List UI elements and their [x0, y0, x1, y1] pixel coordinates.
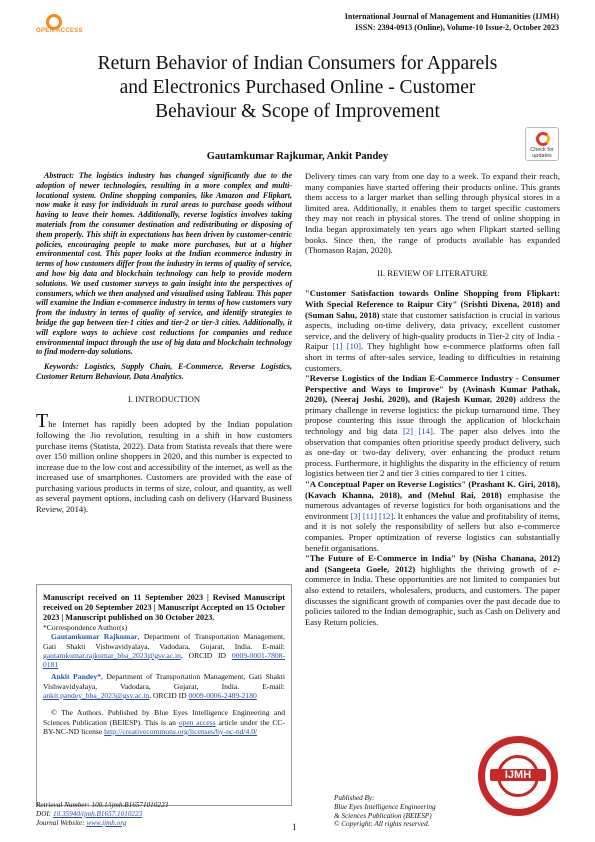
- literature-paragraph-2: [305, 373, 560, 479]
- lit4-text: highlights the thriving growth of e-commerce in India. These opportunities are not limited to companies but also extend to retailers, wholesalers, products, and customers. The paper discusses the significant growth of companies over the past decade due to policies tailored to the Indian demographic, such as Cash on Delivery and Easy Return policies.: [305, 563, 560, 627]
- retrieval-number: Retrieval Number: 100.1/ijmh.B16571010223: [36, 801, 169, 809]
- author1-orcid-label: , ORCID ID: [180, 650, 227, 660]
- journal-header: [345, 12, 559, 33]
- license-text-a: © The Authors. Published by Blue Eyes Intelligence Engineering and Sciences Publication (BEIESP). This is an: [43, 708, 285, 727]
- lit2-title: "Reverse Logistics of the Indian E-Commerce Industry - Consumer Perspective and Ways to Improve" by (Avinash Kumar Pathak, 2020), (Neeraj Joshi, 2020), and (Rajesh Kumar, 2020): [305, 373, 560, 405]
- copyright: © Copyright: All rights reserved.: [334, 820, 430, 829]
- manuscript-dates: Manuscript received on 11 September 2023 | Revised Manuscript received on 20 September 2023 | Manuscript Accepted on 15 October 2023 | Manuscript published on 30 October 2023.: [43, 593, 285, 622]
- right-column: [305, 171, 560, 627]
- keywords-text: Logistics, Supply Chain, E-Commerce, Reverse Logistics, Customer Return Behaviour, Data Analytics.: [36, 362, 292, 381]
- license-notice: [43, 708, 285, 736]
- keywords: [36, 362, 292, 382]
- paper-title: [40, 52, 555, 124]
- website-line: [36, 819, 168, 828]
- abstract-label: Abstract:: [44, 171, 75, 180]
- citation-link[interactable]: [1]: [332, 341, 343, 352]
- abstract: [36, 171, 292, 357]
- lit4-title: "The Future of E-Commerce in India" by (Nisha Chanana, 2012) and (Sangeeta Goele, 2012): [305, 553, 560, 574]
- lit3-text-end: . It enhances the value and profitability of items, and it is not solely the responsibility of sellers but also e-commerce companies. Proper optimization of reverse logistics can substantially benefit organisations.: [305, 510, 560, 553]
- intro-continued-paragraph: Delivery times can vary from one day to a week. To expand their reach, many companies have started offering their products online. This grants them access to a larger market than selling through physical stores in a limited area. Additionally, it enables them to target specific customers they may not reach in physical stores. The trend of online shopping in India began approximately ten years ago when Flipkart started selling books. Since then, the range of products available has expanded (Thomason Rajan, 2020).: [305, 171, 560, 256]
- open-access-logo-text: OPEN ACCESS: [36, 28, 83, 34]
- introduction-paragraph: [36, 410, 292, 515]
- introduction-text: he Internet has rapidly been adopted by the Indian population following the Jio revolution, resulting in a shift in how customers purchase items (Statista, 2022). Data from Statista reveals that there were over 150 million online shoppers in 2020, and this number is expected to increase due to the low cost and accessibility of the internet, as well as the increased use of smartphones. Customers are provided with the ease of purchasing various products in terms of size, colour, and quantity, as well as several payment options, including cash on delivery (Harvard Business Review, 2014).: [36, 419, 292, 515]
- author1-info: [43, 632, 285, 669]
- license-url-link[interactable]: http://creativecommons.org/licenses/by-nc-nd/4.0/: [104, 726, 258, 736]
- lit3-text: emphasise the numerous advantages of reverse logistics for both organisations and the environment: [305, 489, 561, 521]
- correspondence-label: *Correspondence Author(s): [43, 623, 128, 632]
- drop-cap: T: [36, 410, 49, 433]
- author2-info: [43, 672, 285, 700]
- keywords-label: Keywords:: [44, 362, 79, 372]
- footer-left: [36, 801, 168, 827]
- journal-issn: ISSN: 2394-0913 (Online), Volume-10 Issue-2, October 2023: [355, 22, 559, 32]
- citation-link[interactable]: [11]: [362, 510, 377, 521]
- section-heading-literature: II. REVIEW OF LITERATURE: [377, 267, 488, 278]
- lit2-text-end: . The paper also delves into the observation that companies often prioritise speedy product delivery, such as one-day or two-day delivery, over enhancing the product return process. Furthermore, it highlights the disparity in the efficiency of return logistics between tier 2 and tier 3 cities compared to tier 1 cities.: [305, 426, 560, 479]
- lit1-text: state that customer satisfaction is crucial in various aspects, including on-time delivery, data privacy, excellent customer service, and the delivery of high-quality products in Tier-2 city of India - Raipur: [305, 309, 560, 352]
- section-heading-introduction: I. INTRODUCTION: [127, 393, 201, 404]
- check-updates-icon: [536, 132, 550, 146]
- seal-mark: IJMH: [490, 769, 546, 781]
- author2-orcid-label: , ORCID ID: [149, 691, 187, 701]
- author2-affiliation: , Department of Transportation Management, Gati Shakti Vishwavidyalaya, Vadodara, Gujarat, India. E-mail:: [43, 672, 285, 691]
- journal-name: International Journal of Management and Humanities (IJMH): [344, 12, 559, 21]
- authors: Gautamkumar Rajkumar, Ankit Pandey: [206, 151, 389, 162]
- citation-link[interactable]: [12]: [378, 510, 394, 521]
- lit1-text-end: . They highlight how e-commerce platforms often fall short in terms of after-sales service, leading to difficulties in retaining customers.: [305, 341, 560, 373]
- lit3-title: "A Conceptual Paper on Reverse Logistics" (Prashant K. Giri, 2018), (Kavach Khanna, 2018), and (Mehul Rai, 2018): [305, 479, 560, 500]
- literature-paragraph-1: [305, 288, 560, 373]
- author1-name: Gautamkumar Rajkumar: [51, 632, 138, 642]
- author2-name: Ankit Pandey*: [51, 672, 102, 682]
- publisher-line-1: Blue Eyes Intelligence Engineering: [334, 802, 436, 811]
- author1-affiliation: , Department of Transportation Management, Gati Shakti Vishwavidyalaya, Vadodara, Gujarat, India. E-mail:: [43, 632, 285, 651]
- manuscript-info-box: [36, 584, 292, 806]
- check-for-updates-label: Check for updates: [530, 147, 554, 159]
- lit1-title: "Customer Satisfaction towards Online Shopping from Flipkart: With Special Reference to Raipur City" (Srishti Dixena, 2018) and (Suman Sahu, 2018): [305, 288, 560, 320]
- title-line: Return Behavior of Indian Consumers for Apparels: [97, 53, 498, 74]
- footer-right: [334, 794, 436, 829]
- open-access-logo: [36, 14, 116, 32]
- abstract-text: The logistics industry has changed significantly due to the adoption of newer technologies, resulting in a more complex and multi-locational system. Online shopping companies, like Amazon and Flipkart, now make it easy for individuals in rural areas to purchase goods without having to leave their homes. Additionally, reverse logistics involves taking materials from the consumer destination and redistributing or disposing of them properly. This shift in expectations has been driven by customer-centric policies, encouraging people to make more purchases, but at a higher environmental cost. This paper looks at the Indian ecommerce industry in terms of how customers differ from the industry in terms of quality of service, and how big data and blockchain technology can help to provide modern solutions. We used customer surveys to gain insight into the perspectives of consumers, which we then analysed and visualised using Tableau. This paper will examine the Indian e-commerce industry in terms of how customers vary from the industry in terms of quality of service, and identify strategies to bridge the gap between tier-1 cities and tier-2 or tier-3 cities. Additionally, it will explore ways to achieve cost reductions for companies and reduce environmental impact through the use of big data and blockchain technology to find modern-day solutions.: [36, 171, 292, 357]
- literature-paragraph-3: [305, 479, 560, 553]
- citation-link[interactable]: [2]: [402, 426, 413, 437]
- doi-label: DOI:: [36, 809, 52, 818]
- license-text-b: article under the CC-BY-NC-ND license: [43, 717, 285, 736]
- website-link[interactable]: www.ijmh.org: [86, 818, 127, 827]
- title-line: Behaviour & Scope of Improvement: [155, 101, 440, 122]
- author2-email-link[interactable]: ankit.pandey_bba_2023@gsv.ac.in: [43, 691, 150, 701]
- published-by: Published By:: [334, 794, 375, 802]
- author2-orcid-link[interactable]: 0009-0006-2489-2180: [188, 691, 257, 701]
- citation-link[interactable]: [3]: [350, 510, 361, 521]
- left-column: [36, 171, 292, 515]
- author1-email-link[interactable]: gautamkumar.rajkumar_bba_2023@gsv.ac.in: [43, 650, 181, 660]
- title-line: and Electronics Purchased Online - Customer: [119, 77, 476, 98]
- doi-line: [36, 810, 168, 819]
- literature-paragraph-4: [305, 553, 560, 627]
- publisher-line-2: & Sciences Publication (BEIESP): [334, 811, 432, 820]
- journal-seal-logo: [478, 736, 558, 816]
- citation-link[interactable]: [14]: [418, 426, 433, 437]
- author1-orcid-link[interactable]: 0009-0001-7808-0181: [43, 650, 285, 670]
- citation-link[interactable]: [10]: [346, 341, 362, 352]
- open-access-link[interactable]: open access: [178, 717, 216, 727]
- website-label: Journal Website:: [36, 818, 85, 827]
- page-number: 1: [292, 822, 297, 832]
- doi-link[interactable]: 10.35940/ijmh.B1657.1010223: [52, 809, 143, 818]
- lit2-text: address the primary challenge in reverse logistics: the pickup turnaround time. They propose countering this issue through the application of blockchain technology and big data: [305, 394, 560, 437]
